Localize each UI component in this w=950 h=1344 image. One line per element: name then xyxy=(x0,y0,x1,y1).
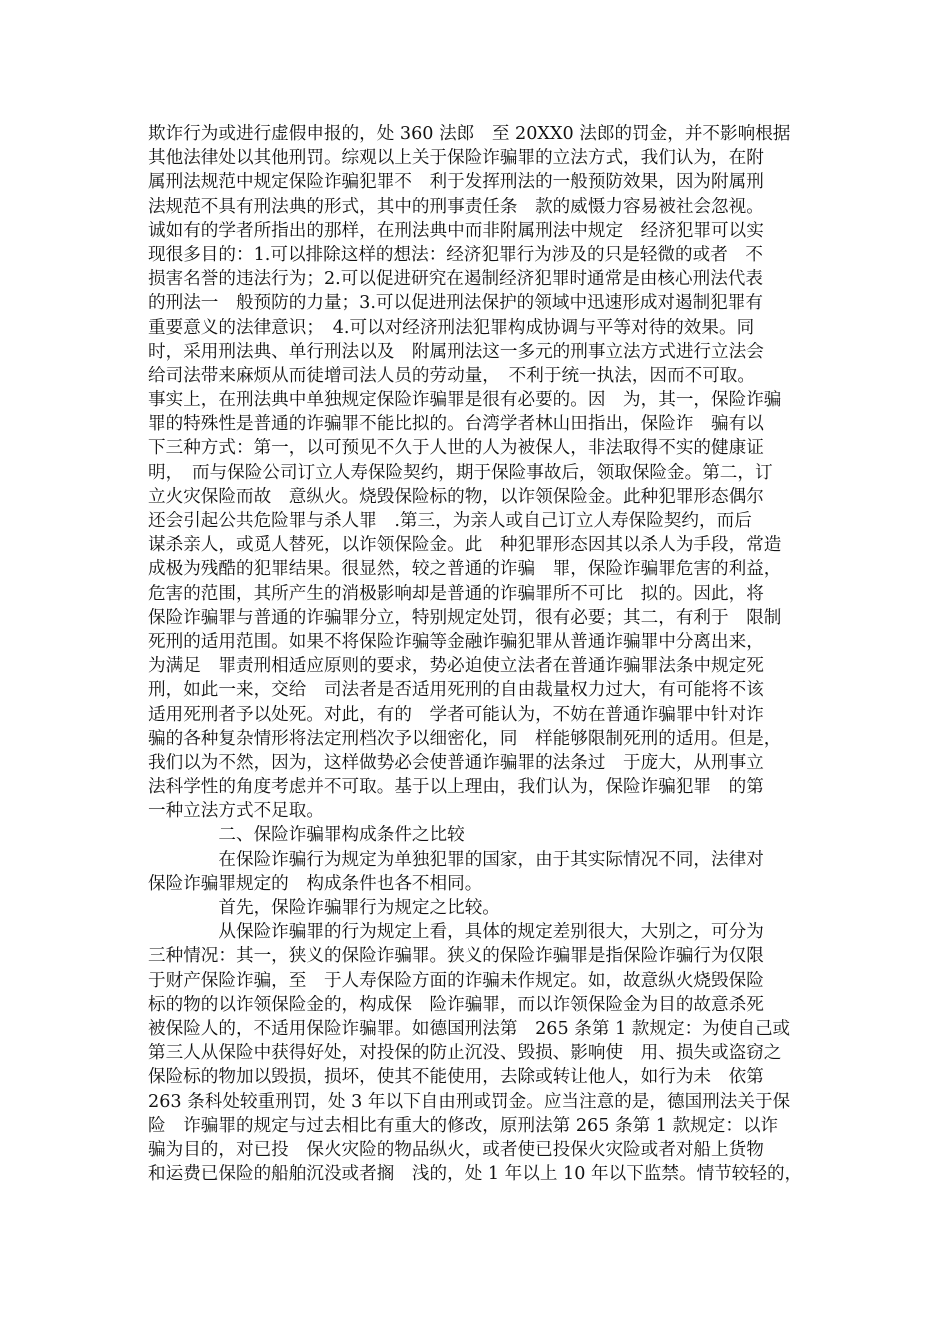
text-line: 标的物的以诈领保险金的，构成保 险诈骗罪，而以诈领保险金为目的故意杀死 xyxy=(148,994,764,1015)
text-line: 损害名誉的违法行为；2.可以促进研究在遏制经济犯罪时通常是由核心刑法代表 xyxy=(148,269,763,290)
text-line: 下三种方式：第一，以可预见不久于人世的人为被保人，非法取得不实的健康证 xyxy=(148,438,764,459)
text-line: 给司法带来麻烦从而徒增司法人员的劳动量， 不利于统一执法，因而不可取。 xyxy=(148,365,755,386)
text-line: 被保险人的，不适用保险诈骗罪。如德国刑法第 265 条第 1 款规定：为使自己或 xyxy=(148,1018,791,1039)
text-line: 法规范不具有刑法典的形式，其中的刑事责任条 款的威慑力容易被社会忽视。 xyxy=(148,196,764,217)
text-line: 时，采用刑法典、单行刑法以及 附属刑法这一多元的刑事立法方式进行立法会 xyxy=(148,341,764,362)
text-line: 二、保险诈骗罪构成条件之比较 xyxy=(148,825,465,846)
text-line: 我们以为不然，因为，这样做势必会使普通诈骗罪的法条过 于庞大，从刑事立 xyxy=(148,752,764,773)
text-line: 事实上，在刑法典中单独规定保险诈骗罪是很有必要的。因 为，其一，保险诈骗 xyxy=(148,390,782,411)
text-line: 重要意义的法律意识； 4.可以对经济刑法犯罪构成协调与平等对待的效果。同 xyxy=(148,317,755,338)
text-line: 的刑法一 般预防的力量；3.可以促进刑法保护的领域中迅速形成对遏制犯罪有 xyxy=(148,293,763,314)
text-line: 其他法律处以其他刑罚。综观以上关于保险诈骗罪的立法方式，我们认为，在附 xyxy=(148,148,764,169)
text-line: 保险诈骗罪与普通的诈骗罪分立，特别规定处罚，很有必要；其二，有利于 限制 xyxy=(148,607,782,628)
text-line: 骗的各种复杂情形将法定刑档次予以细密化，同 样能够限制死刑的适用。但是， xyxy=(148,728,782,749)
text-line: 为满足 罪责刑相适应原则的要求，势必迫使立法者在普通诈骗罪法条中规定死 xyxy=(148,656,764,677)
text-line: 首先，保险诈骗罪行为规定之比较。 xyxy=(148,898,500,918)
text-line: 险 诈骗罪的规定与过去相比有重大的修改，原刑法第 265 条第 1 款规定：以诈 xyxy=(148,1115,779,1136)
text-line: 现很多目的：1.可以排除这样的想法：经济犯罪行为涉及的只是轻微的或者 不 xyxy=(148,244,763,265)
text-line: 刑，如此一来，交给 司法者是否适用死刑的自由裁量权力过大，有可能将不该 xyxy=(148,680,764,701)
text-line: 第三人从保险中获得好处，对投保的防止沉没、毁损、影响使 用、损失或盗窃之 xyxy=(148,1043,782,1064)
text-line: 死刑的适用范围。如果不将保险诈骗等金融诈骗犯罪从普通诈骗罪中分离出来， xyxy=(148,631,764,652)
text-line: 三种情况：其一，狭义的保险诈骗罪。狭义的保险诈骗罪是指保险诈骗行为仅限 xyxy=(148,946,764,967)
text-line: 和运费已保险的船舶沉没或者搁 浅的，处 1 年以上 10 年以下监禁。情节较轻的， xyxy=(148,1164,803,1185)
text-line: 从保险诈骗罪的行为规定上看，具体的规定差别很大，大别之，可分为 xyxy=(148,922,764,943)
text-line: 谋杀亲人，或觅人替死，以诈领保险金。此 种犯罪形态因其以杀人为手段，常造 xyxy=(148,535,782,556)
text-line: 法科学性的角度考虑并不可取。基于以上理由，我们认为，保险诈骗犯罪 的第 xyxy=(148,777,764,798)
text-line: 立火灾保险而故 意纵火。烧毁保险标的物，以诈领保险金。此种犯罪形态偶尔 xyxy=(148,486,764,507)
text-line: 成极为残酷的犯罪结果。很显然，较之普通的诈骗 罪，保险诈骗罪危害的利益， xyxy=(148,559,782,580)
text-line: 欺诈行为或进行虚假申报的，处 360 法郎 至 20XX0 法郎的罚金，并不影响根据 xyxy=(148,124,791,144)
text-line: 263 条科处较重刑罚，处 3 年以下自由刑或罚金。应当注意的是，德国刑法关于保 xyxy=(148,1091,791,1112)
text-line: 明， 而与保险公司订立人寿保险契约，期于保险事故后，领取保险金。第二，订 xyxy=(148,462,773,483)
text-line: 保险诈骗罪规定的 构成条件也各不相同。 xyxy=(148,873,483,894)
body-text xyxy=(148,122,812,1186)
text-line: 还会引起公共危险罪与杀人罪 .第三，为亲人或自己订立人寿保险契约，而后 xyxy=(148,511,752,531)
text-line: 骗为目的，对已投 保火灾险的物品纵火，或者使已投保火灾险或者对船上货物 xyxy=(148,1139,764,1160)
text-line: 一种立法方式不足取。 xyxy=(148,801,324,822)
text-line: 诚如有的学者所指出的那样，在刑法典中而非附属刑法中规定 经济犯罪可以实 xyxy=(148,220,764,241)
text-line: 在保险诈骗行为规定为单独犯罪的国家，由于其实际情况不同，法律对 xyxy=(148,849,764,870)
text-line: 危害的范围，其所产生的消极影响却是普通的诈骗罪所不可比 拟的。因此，将 xyxy=(148,583,764,604)
text-line: 罪的特殊性是普通的诈骗罪不能比拟的。台湾学者林山田指出，保险诈 骗有以 xyxy=(148,414,764,435)
text-line: 保险标的物加以毁损，损坏，使其不能使用，去除或转让他人，如行为未 依第 xyxy=(148,1067,764,1088)
text-line: 适用死刑者予以处死。对此，有的 学者可能认为，不妨在普通诈骗罪中针对诈 xyxy=(148,704,764,725)
text-line: 属刑法规范中规定保险诈骗犯罪不 利于发挥刑法的一般预防效果，因为附属刑 xyxy=(148,172,764,193)
text-line: 于财产保险诈骗，至 于人寿保险方面的诈骗未作规定。如，故意纵火烧毁保险 xyxy=(148,970,764,991)
